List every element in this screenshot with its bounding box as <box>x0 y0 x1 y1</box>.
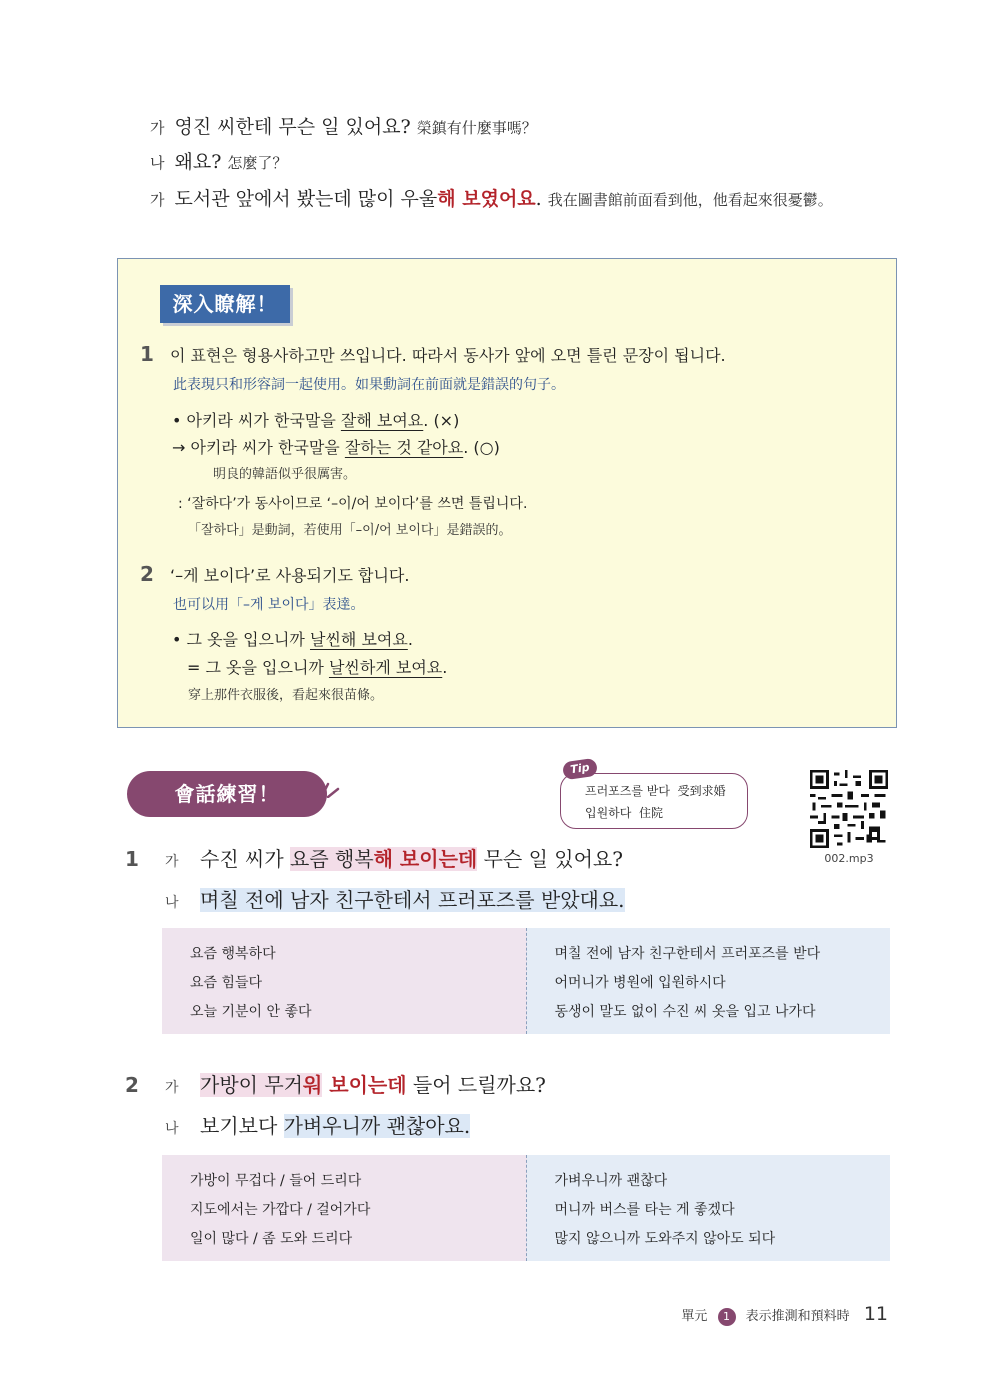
substitution-item: 일이 많다 / 좀 도와 드리다 <box>190 1231 353 1247</box>
tip-zh: 受到求婚 <box>677 784 726 798</box>
dialog-substitution: 가방이 무거 <box>200 1073 303 1097</box>
deep-dive-title: 深入瞭解！ <box>160 285 290 323</box>
tip-ko: 프러포즈를 받다 <box>585 784 670 798</box>
substitution-right <box>527 928 891 1034</box>
point-number: 2 <box>140 562 154 586</box>
speaker-label: 가 <box>150 191 165 209</box>
tip-bubble <box>560 773 748 829</box>
tip-line-2 <box>585 802 747 824</box>
dialog-substitution: 요즘 행복 <box>290 847 374 871</box>
right-example-mark: . (○) <box>463 438 500 457</box>
substitution-right <box>527 1155 891 1261</box>
speaker-label: 나 <box>165 1121 179 1137</box>
dialog-number: 1 <box>125 847 139 871</box>
substitution-table-1 <box>162 928 890 1034</box>
substitution-item: 요즘 힘들다 <box>190 975 263 991</box>
right-example-text: → 아키라 씨가 한국말을 <box>172 438 345 457</box>
dialog-2-line-b <box>200 1110 470 1139</box>
example-line-2 <box>150 147 287 174</box>
dialog-substitution: 가벼우니까 괜찮아요. <box>283 1114 471 1138</box>
example-underlined: 날씬하게 보여요 <box>328 658 443 677</box>
substitution-item: 며칠 전에 남자 친구한테서 프러포즈를 받다 <box>554 946 821 962</box>
right-example-zh: 明良的韓語似乎很厲害。 <box>213 467 357 482</box>
substitution-item: 동생이 말도 없이 수진 씨 옷을 입고 나가다 <box>554 1004 816 1020</box>
substitution-item: 가방이 무겁다 / 들어 드리다 <box>190 1173 362 1189</box>
page-number: 11 <box>863 1303 888 1325</box>
page-footer <box>681 1303 888 1326</box>
point-2-example-zh: 穿上那件衣服後，看起來很苗條。 <box>188 688 384 703</box>
substitution-item: 가벼우니까 괜찮다 <box>554 1173 668 1189</box>
wrong-example-underlined: 잘해 보여요 <box>340 411 424 430</box>
speaker-label: 나 <box>165 895 179 911</box>
substitution-left <box>162 928 527 1034</box>
substitution-item: 요즘 행복하다 <box>190 946 276 962</box>
wrong-example-text: • 아키라 씨가 한국말을 <box>172 411 341 430</box>
example-underlined: 날씬해 보여요 <box>309 630 408 649</box>
note-ko: : ‘잘하다’가 동사이므로 ‘–이/어 보이다’를 쓰면 틀립니다. <box>178 496 528 512</box>
dialog-2-line-a <box>200 1069 546 1098</box>
dialog-substitution: 며칠 전에 남자 친구한테서 프러포즈를 받았대요. <box>200 888 625 912</box>
example-line-1 <box>150 112 537 139</box>
point-number: 1 <box>140 342 154 366</box>
tip-badge: Tip <box>562 758 598 781</box>
wrong-example <box>172 408 459 431</box>
conversation-title: 會話練習！ <box>127 771 327 817</box>
unit-number-badge: 1 <box>718 1308 736 1326</box>
example-zh: 我在圖書館前面看到他，他看起來很憂鬱。 <box>547 191 833 209</box>
dialog-text: 수진 씨가 <box>200 847 290 871</box>
speaker-label: 가 <box>150 119 165 137</box>
point-2-ko: ‘–게 보이다’로 사용되기도 합니다. <box>170 566 410 585</box>
dialog-number: 2 <box>125 1073 139 1097</box>
dialog-text-end: 무슨 일 있어요? <box>477 847 623 871</box>
dialog-grammar-highlight: 해 보이는데 <box>373 847 478 871</box>
substitution-item: 많지 않으니까 도와주지 않아도 되다 <box>554 1231 776 1247</box>
qr-code-icon[interactable] <box>810 770 888 848</box>
tip-line-1 <box>585 780 747 802</box>
audio-file-label: 002.mp3 <box>824 852 874 865</box>
example-highlight: 해 보였어요 <box>437 188 536 210</box>
note-zh: 「잘하다」是動詞，若使用「–이/어 보이다」是錯誤的。 <box>188 523 512 538</box>
point-2-zh: 也可以用「–게 보이다」表達。 <box>173 597 365 613</box>
wrong-example-mark: . (×) <box>423 411 460 430</box>
example-zh: 榮鎮有什麼事嗎？ <box>416 119 537 137</box>
right-example <box>172 435 500 458</box>
example-ko: 왜요? <box>174 151 222 173</box>
example-ko: 영진 씨한테 무슨 일 있어요? <box>174 116 411 138</box>
tip-ko: 입원하다 <box>585 806 632 820</box>
example-end: . <box>407 630 413 649</box>
substitution-item: 머니까 버스를 타는 게 좋겠다 <box>554 1202 735 1218</box>
substitution-item: 지도에서는 가깝다 / 걸어가다 <box>190 1202 371 1218</box>
dialog-1-line-b <box>200 884 625 913</box>
dialog-text-end: 들어 드릴까요? <box>406 1073 546 1097</box>
footer-topic: 表示推測和預料時 <box>745 1309 850 1324</box>
substitution-item: 어머니가 병원에 입원하시다 <box>554 975 726 991</box>
point-2-example-2 <box>187 655 447 678</box>
point-1-ko: 이 표현은 형용사하고만 쓰입니다. 따라서 동사가 앞에 오면 틀린 문장이 됩니다. <box>170 346 726 365</box>
example-ko: 도서관 앞에서 봤는데 많이 우울 <box>174 188 438 210</box>
point-2-example-1 <box>172 627 413 650</box>
example-text: • 그 옷을 입으니까 <box>172 630 310 649</box>
speaker-label: 가 <box>165 854 179 870</box>
example-text: = 그 옷을 입으니까 <box>187 658 329 677</box>
example-zh: 怎麼了？ <box>227 154 288 172</box>
example-ko-end: . <box>535 188 542 210</box>
dialog-substitution-end: 워 <box>302 1073 323 1097</box>
point-1-zh: 此表現只和形容詞一起使用。如果動詞在前面就是錯誤的句子。 <box>173 377 565 393</box>
dialog-text: 보기보다 <box>200 1114 284 1138</box>
dialog-1-line-a <box>200 843 623 872</box>
speaker-label: 나 <box>150 154 165 172</box>
right-example-underlined: 잘하는 것 같아요 <box>344 438 464 457</box>
sparkle-icon <box>318 780 342 798</box>
example-end: . <box>442 658 448 677</box>
speaker-label: 가 <box>165 1080 179 1096</box>
substitution-item: 오늘 기분이 안 좋다 <box>190 1004 312 1020</box>
example-line-3 <box>150 184 833 211</box>
tip-zh: 住院 <box>639 806 664 820</box>
footer-unit: 單元 <box>681 1309 708 1324</box>
dialog-grammar-highlight: 보이는데 <box>322 1073 407 1097</box>
substitution-table-2 <box>162 1155 890 1261</box>
substitution-left <box>162 1155 527 1261</box>
